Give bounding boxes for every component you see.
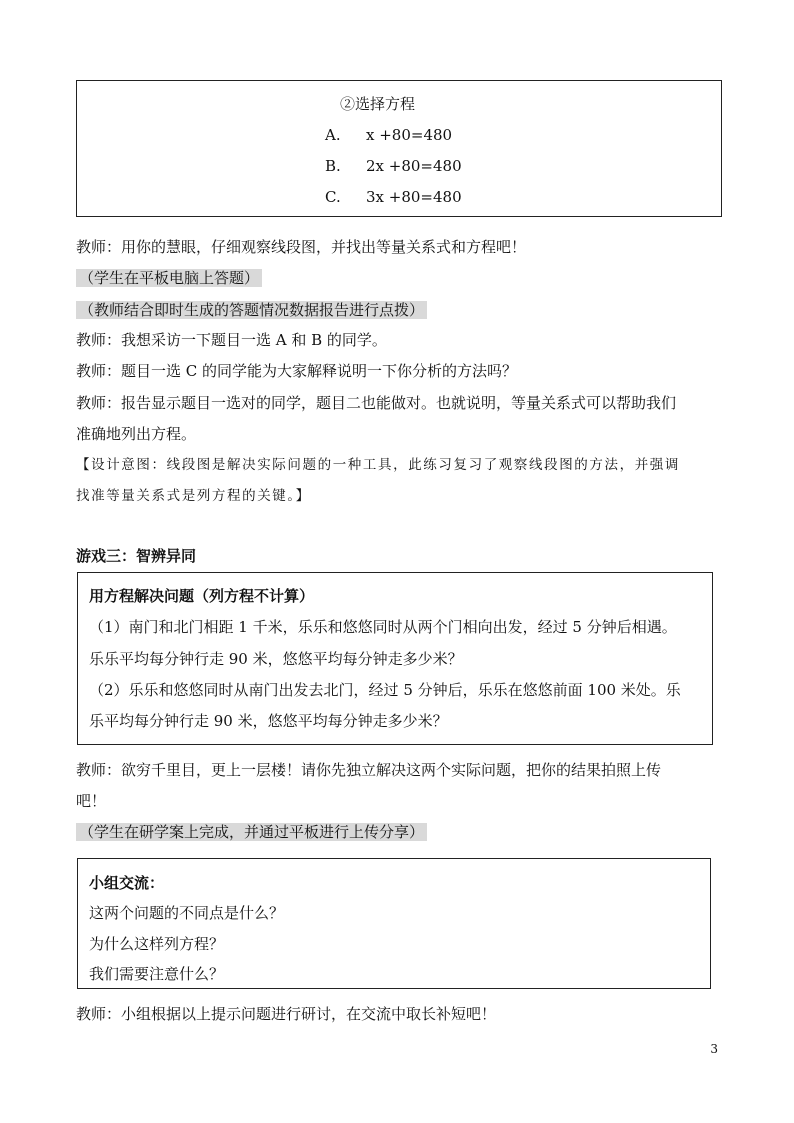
teacher-line-report-cont: 准确地列出方程。 (76, 425, 197, 443)
discussion-question-2: 为什么这样列方程？ (89, 935, 225, 953)
problem-box-title: 用方程解决问题（列方程不计算） (89, 587, 315, 605)
teacher-line-report: 教师：报告显示题目一选对的同学，题目二也能做对。也就说明，等量关系式可以帮助我们 (76, 394, 677, 412)
teacher-line-upload: 教师：欲穷千里目，更上一层楼！请你先独立解决这两个实际问题，把你的结果拍照上传 (76, 761, 662, 779)
design-note-line-1: 【设计意图：线段图是解决实际问题的一种工具，此练习复习了观察线段图的方法，并强调 (76, 457, 680, 473)
design-note-line-2: 找准等量关系式是列方程的关键。】 (76, 488, 311, 504)
discussion-question-3: 我们需要注意什么？ (89, 965, 225, 983)
teacher-line-interview: 教师：我想采访一下题目一选 A 和 B 的同学。 (76, 331, 387, 349)
student-action-tablet: （学生在平板电脑上答题） (76, 268, 262, 288)
page-number: 3 (710, 1042, 718, 1056)
teacher-line-group: 教师：小组根据以上提示问题进行研讨，在交流中取长补短吧！ (76, 1005, 497, 1023)
teacher-line-explain: 教师：题目一选 C 的同学能为大家解释说明一下你分析的方法吗？ (76, 362, 518, 380)
option-a-equation: x +80=480 (366, 126, 453, 144)
group-discussion-title: 小组交流： (89, 874, 165, 892)
problem-box (77, 572, 713, 745)
problem-2-line-1: （2）乐乐和悠悠同时从南门出发去北门，经过 5 分钟后，乐乐在悠悠前面 100 米处。乐 (89, 681, 681, 699)
equation-choice-box (76, 80, 722, 217)
option-c-letter: C. (325, 188, 341, 206)
option-a-letter: A. (325, 126, 341, 144)
option-b-equation: 2x +80=480 (366, 157, 462, 175)
option-b-letter: B. (325, 157, 341, 175)
option-c-equation: 3x +80=480 (366, 188, 462, 206)
discussion-question-1: 这两个问题的不同点是什么？ (89, 904, 285, 922)
game3-heading: 游戏三：智辨异同 (76, 547, 197, 565)
problem-1-line-1: （1）南门和北门相距 1 千米，乐乐和悠悠同时从两个门相向出发，经过 5 分钟后相遇。 (89, 618, 677, 636)
teacher-line-observe: 教师：用你的慧眼，仔细观察线段图，并找出等量关系式和方程吧！ (76, 238, 527, 256)
problem-1-line-2: 乐乐平均每分钟行走 90 米，悠悠平均每分钟走多少米？ (89, 650, 463, 668)
student-action-upload: （学生在研学案上完成，并通过平板进行上传分享） (76, 822, 427, 842)
group-discussion-box (77, 858, 711, 989)
equation-choice-title: ②选择方程 (340, 95, 416, 113)
teacher-action-report: （教师结合即时生成的答题情况数据报告进行点拨） (76, 300, 427, 320)
teacher-line-upload-cont: 吧！ (76, 792, 107, 810)
problem-2-line-2: 乐平均每分钟行走 90 米，悠悠平均每分钟走多少米？ (89, 712, 448, 730)
